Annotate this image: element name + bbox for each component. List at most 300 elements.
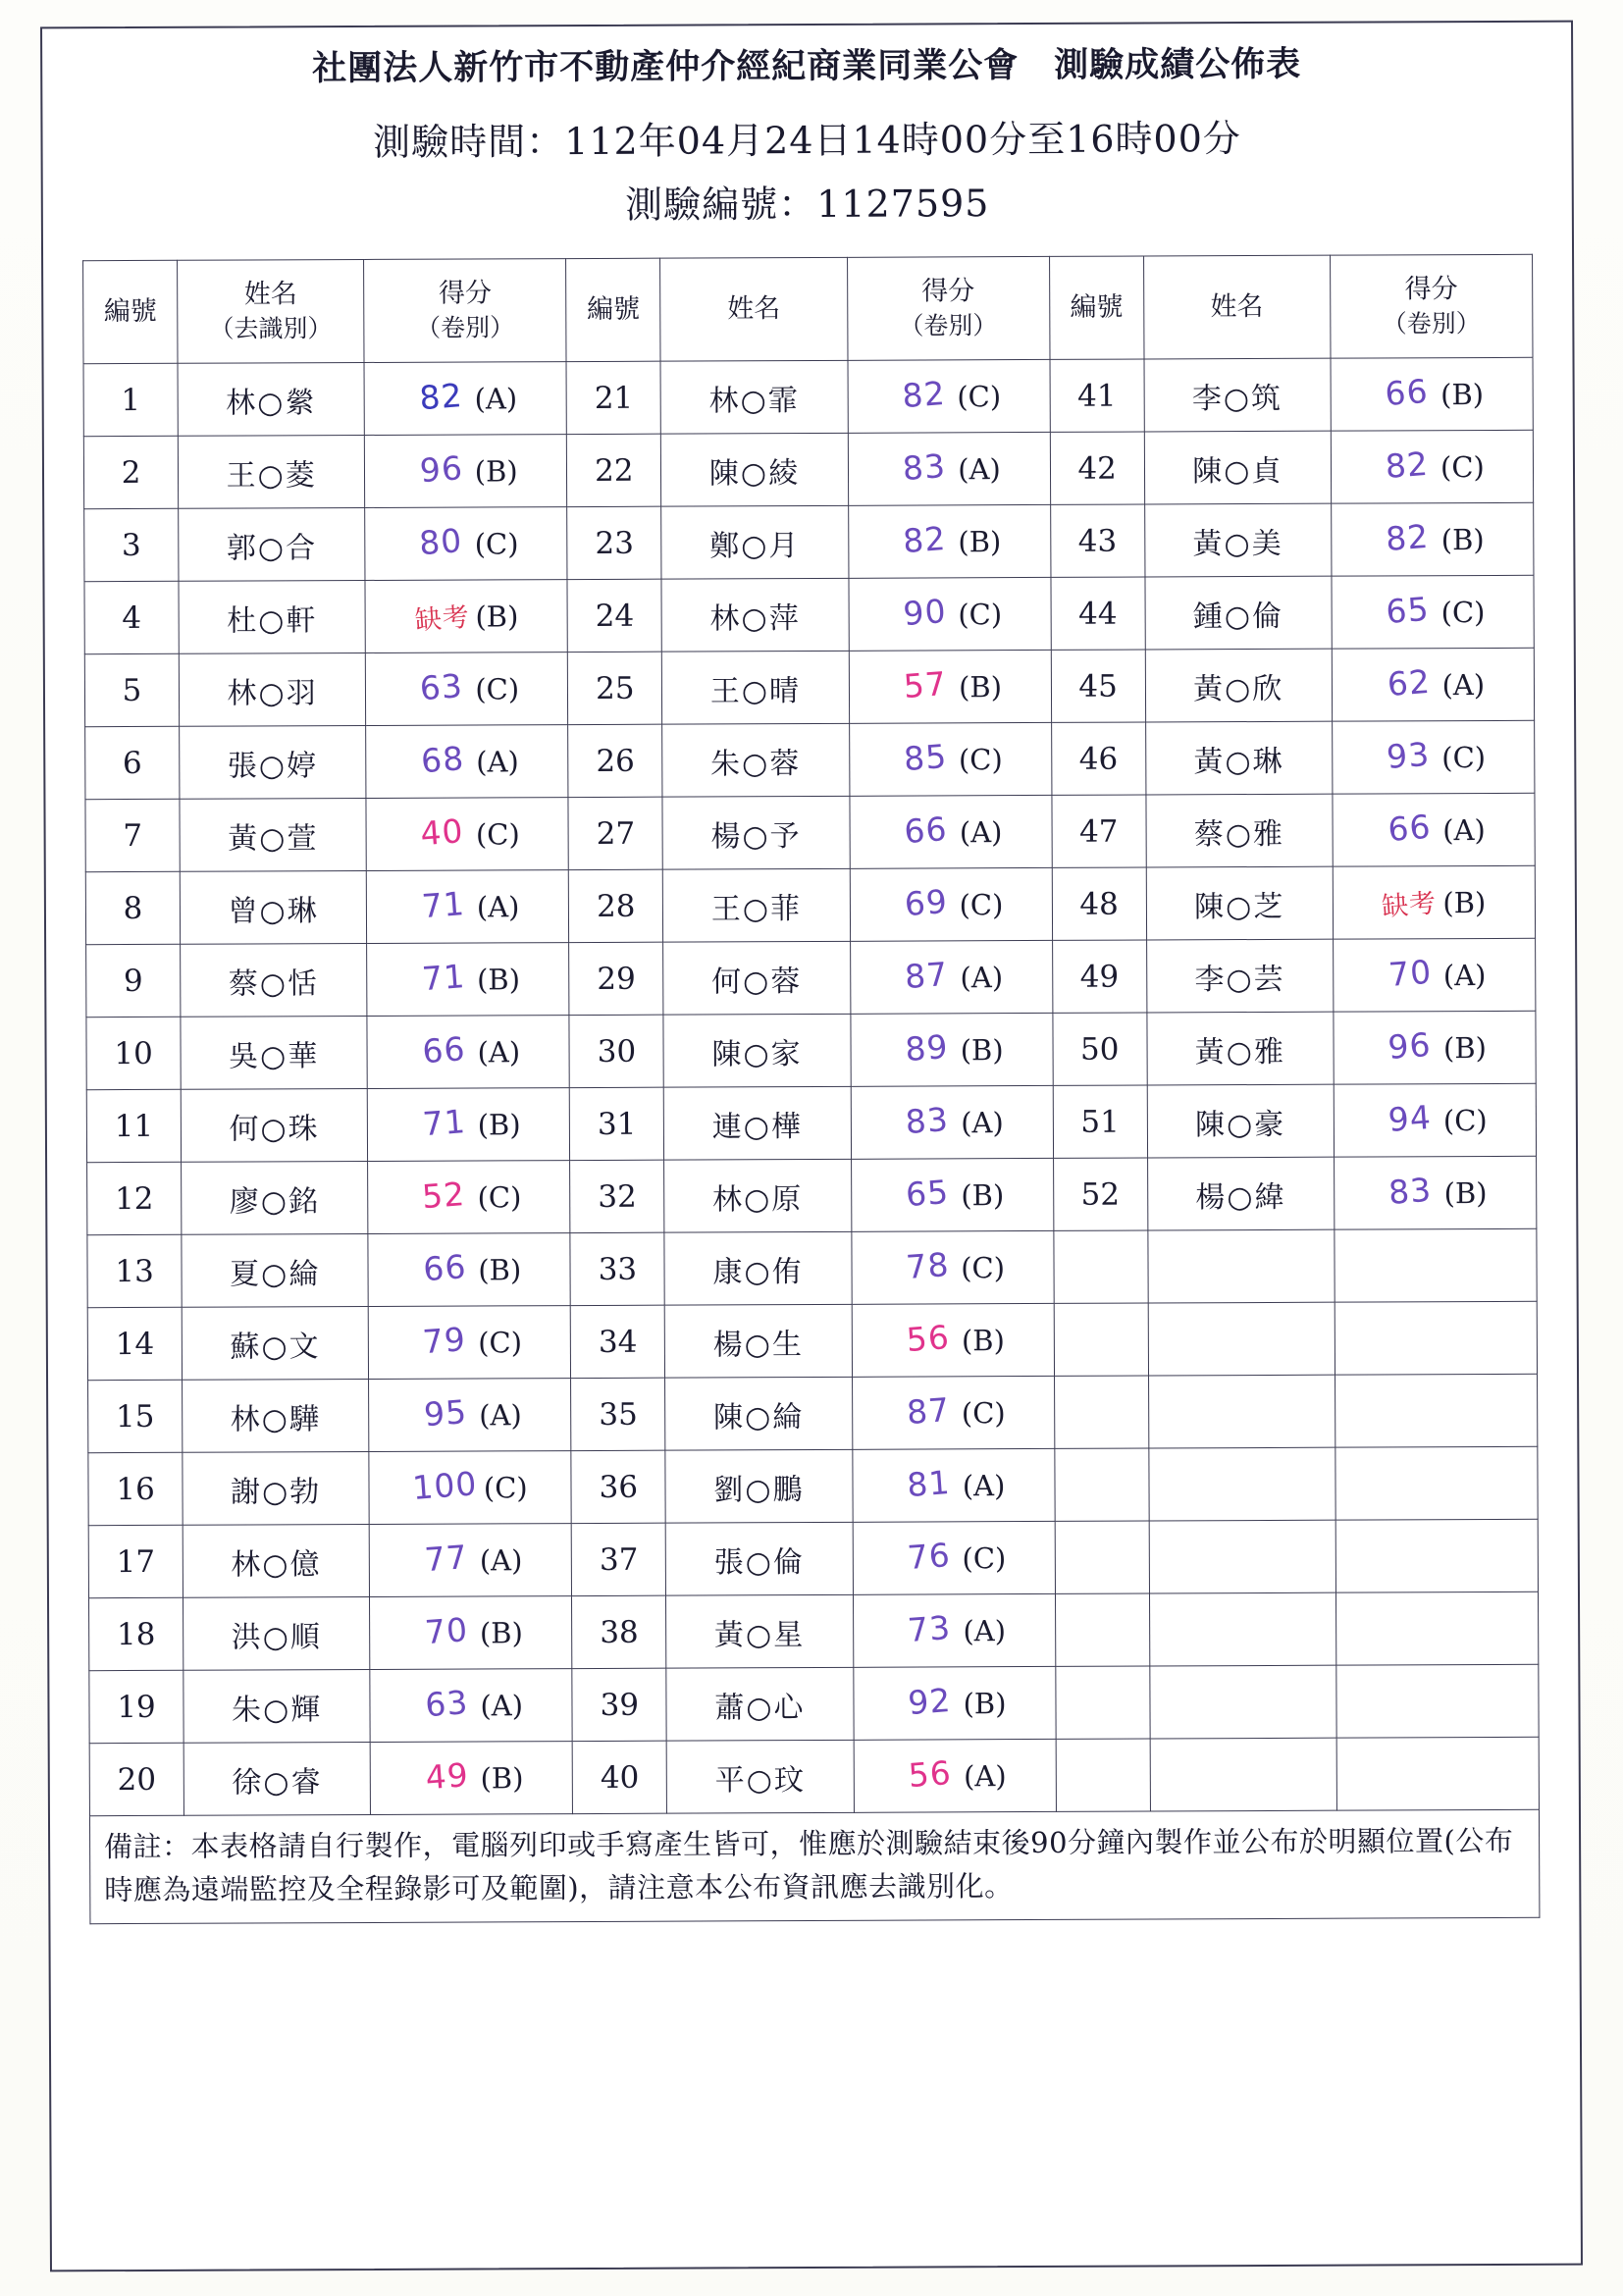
row-number: 16 — [88, 1452, 183, 1525]
row-number: 40 — [572, 1741, 666, 1813]
score-cell — [854, 1739, 1056, 1812]
candidate-name: 李○芸 — [1146, 939, 1333, 1013]
header-score-2 — [847, 256, 1050, 360]
header-score-line1: 得分 — [1404, 274, 1458, 305]
score-cell — [1332, 720, 1535, 794]
paper-version: (B) — [1442, 1030, 1488, 1065]
table-row — [85, 865, 1535, 944]
score-cell — [852, 1303, 1054, 1377]
candidate-name: 蘇○文 — [182, 1306, 368, 1380]
header-name-line1: 姓名 — [243, 279, 297, 310]
result-sheet — [40, 21, 1583, 2272]
handwritten-score: 49 — [424, 1755, 470, 1798]
row-number: 27 — [568, 797, 662, 869]
candidate-name: 張○倫 — [666, 1522, 853, 1595]
handwritten-score: 96 — [418, 448, 464, 491]
handwritten-score: 66 — [1384, 371, 1431, 413]
paper-version: (C) — [475, 671, 520, 705]
row-number: 5 — [84, 653, 179, 726]
score-cell — [368, 1161, 570, 1234]
handwritten-score: 79 — [421, 1320, 468, 1362]
paper-version: (B) — [480, 1760, 524, 1795]
paper-version: (B) — [1443, 1175, 1488, 1210]
table-row — [83, 357, 1533, 436]
header-name-line2: （去識別） — [209, 314, 333, 344]
candidate-name: 曾○琳 — [180, 870, 366, 944]
paper-version: (B) — [476, 962, 521, 996]
header-name-1 — [178, 259, 365, 363]
table-row — [85, 793, 1535, 871]
row-number: 37 — [571, 1523, 665, 1595]
grades-table — [82, 254, 1540, 1816]
handwritten-score: 87 — [903, 954, 950, 997]
row-number: 15 — [88, 1380, 183, 1452]
paper-version: (A) — [961, 1105, 1004, 1139]
score-cell — [1334, 1011, 1537, 1084]
handwritten-score: 65 — [904, 1172, 951, 1215]
row-number: 21 — [566, 361, 660, 434]
row-number: 8 — [85, 871, 180, 944]
paper-version: (B) — [475, 599, 519, 633]
row-number: 39 — [572, 1668, 666, 1741]
handwritten-score: 63 — [423, 1683, 470, 1725]
row-number: 19 — [89, 1670, 183, 1743]
row-number: 28 — [569, 869, 663, 942]
candidate-name: 黃○美 — [1144, 503, 1331, 577]
score-cell — [849, 650, 1051, 723]
handwritten-score: 63 — [418, 666, 465, 708]
score-cell — [366, 725, 568, 799]
row-number: 3 — [84, 508, 179, 581]
row-number: 35 — [571, 1378, 665, 1450]
exam-time: 測驗時間：112年04月24日14時00分至16時00分 — [373, 117, 1241, 164]
candidate-name: 黃○星 — [666, 1594, 853, 1668]
table-row — [87, 1156, 1537, 1234]
candidate-name: 劉○鵬 — [665, 1449, 852, 1523]
row-number: 49 — [1052, 940, 1146, 1013]
row-number: 29 — [569, 942, 663, 1015]
score-cell — [369, 1451, 571, 1525]
paper-version: (A) — [963, 1758, 1007, 1793]
empty-cell — [1149, 1520, 1335, 1593]
row-number: 36 — [571, 1450, 665, 1523]
candidate-name: 蕭○心 — [666, 1667, 853, 1741]
table-row — [86, 1011, 1536, 1089]
row-number: 22 — [567, 434, 661, 506]
empty-cell — [1336, 1664, 1540, 1738]
candidate-name: 陳○貞 — [1144, 431, 1331, 504]
candidate-name: 蔡○雅 — [1146, 794, 1333, 867]
paper-version: (C) — [1440, 595, 1486, 629]
handwritten-score: 80 — [418, 521, 464, 563]
table-row — [83, 430, 1533, 508]
row-number: 50 — [1053, 1013, 1147, 1085]
score-cell — [370, 1669, 572, 1743]
table-row — [89, 1664, 1539, 1743]
paper-version: (A) — [477, 1034, 521, 1069]
row-number: 32 — [570, 1160, 664, 1232]
paper-version: (C) — [483, 1470, 528, 1504]
candidate-name: 王○菱 — [178, 435, 364, 508]
handwritten-score: 90 — [901, 591, 948, 634]
row-number: 25 — [568, 652, 662, 724]
handwritten-score: 66 — [1386, 807, 1433, 849]
paper-version: (C) — [957, 379, 1002, 413]
row-number: 20 — [89, 1743, 183, 1815]
table-row — [84, 648, 1534, 726]
score-cell — [850, 867, 1052, 941]
candidate-name: 朱○蓉 — [662, 723, 849, 797]
paper-version: (B) — [961, 1323, 1005, 1357]
score-cell — [365, 652, 567, 726]
handwritten-score: 66 — [421, 1247, 468, 1289]
handwritten-score: 78 — [904, 1244, 951, 1287]
header-no-2: 編號 — [566, 258, 661, 361]
candidate-name: 王○菲 — [663, 868, 850, 942]
score-cell — [366, 798, 568, 871]
score-cell — [849, 722, 1051, 796]
candidate-name: 林○驊 — [183, 1379, 369, 1452]
candidate-name: 林○原 — [664, 1159, 851, 1232]
candidate-name: 平○玟 — [667, 1740, 854, 1813]
handwritten-score: 83 — [901, 445, 948, 489]
row-number: 47 — [1052, 795, 1146, 867]
empty-cell — [1056, 1739, 1150, 1811]
row-number: 52 — [1053, 1158, 1147, 1230]
paper-version: (C) — [959, 887, 1004, 921]
page-title: 社團法人新竹市不動產仲介經紀商業同業公會 測驗成績公佈表 — [312, 43, 1302, 89]
header-no-3: 編號 — [1049, 256, 1144, 359]
paper-version: (A) — [480, 1688, 524, 1722]
handwritten-score: 81 — [906, 1462, 953, 1505]
handwritten-score: 82 — [418, 376, 464, 418]
header-no-1: 編號 — [83, 260, 179, 363]
absent-mark: 缺考 — [1381, 888, 1439, 923]
header-score-line2: （卷別） — [416, 313, 515, 343]
paper-version: (A) — [1442, 812, 1486, 847]
table-row — [89, 1592, 1539, 1670]
score-cell — [1334, 1156, 1537, 1229]
candidate-name: 康○侑 — [664, 1231, 851, 1305]
table-row — [86, 938, 1536, 1017]
candidate-name: 夏○綸 — [182, 1233, 368, 1307]
empty-cell — [1054, 1448, 1148, 1521]
empty-cell — [1336, 1737, 1540, 1810]
paper-version: (C) — [958, 742, 1003, 776]
paper-version: (C) — [474, 526, 519, 560]
row-number: 4 — [84, 581, 179, 653]
paper-version: (C) — [475, 816, 520, 851]
candidate-name: 陳○芝 — [1146, 866, 1333, 940]
handwritten-score: 100 — [411, 1464, 480, 1508]
score-cell — [1331, 357, 1534, 431]
score-cell — [851, 1085, 1053, 1159]
candidate-name: 謝○勃 — [183, 1451, 369, 1525]
paper-version: (C) — [1442, 1103, 1488, 1137]
candidate-name: 朱○輝 — [183, 1669, 370, 1743]
row-number: 12 — [87, 1162, 182, 1234]
footer-note: 備註：本表格請自行製作，電腦列印或手寫產生皆可，惟應於測驗結束後90分鐘內製作並公布於明顯位置(公布時應為遠端監控及全程錄影可及範圍)，請注意本公布資訊應去識別化。 — [89, 1810, 1540, 1924]
row-number: 31 — [570, 1087, 664, 1160]
table-row — [87, 1228, 1537, 1307]
row-number: 7 — [85, 799, 180, 871]
candidate-name: 張○婷 — [180, 725, 366, 799]
row-number: 38 — [572, 1595, 666, 1668]
empty-cell — [1055, 1521, 1149, 1593]
handwritten-score: 70 — [423, 1610, 470, 1652]
score-cell — [366, 870, 568, 944]
paper-version: (A) — [959, 814, 1003, 849]
candidate-name: 楊○緯 — [1147, 1157, 1334, 1230]
candidate-name: 楊○生 — [665, 1304, 852, 1378]
paper-version: (A) — [962, 1468, 1006, 1502]
paper-version: (C) — [1440, 449, 1485, 484]
candidate-name: 林○縈 — [178, 362, 364, 436]
score-cell — [852, 1448, 1054, 1522]
candidate-name: 杜○軒 — [179, 580, 365, 653]
handwritten-score: 69 — [903, 881, 949, 924]
empty-cell — [1148, 1302, 1335, 1376]
header-name-3: 姓名 — [1143, 255, 1331, 359]
row-number: 42 — [1050, 432, 1144, 504]
table-row — [88, 1446, 1538, 1525]
score-cell — [851, 1230, 1053, 1304]
handwritten-score: 87 — [905, 1389, 952, 1433]
grades-body — [83, 357, 1539, 1815]
score-cell — [851, 1158, 1053, 1231]
paper-version: (A) — [474, 381, 518, 415]
handwritten-score: 66 — [420, 1029, 467, 1071]
score-cell — [368, 1233, 570, 1307]
handwritten-score: 68 — [419, 739, 466, 781]
handwritten-score: 71 — [420, 884, 467, 926]
score-cell — [365, 507, 567, 581]
empty-cell — [1335, 1374, 1538, 1447]
score-cell — [1332, 575, 1535, 649]
score-cell — [370, 1596, 572, 1670]
paper-version: (B) — [474, 453, 518, 488]
paper-version: (A) — [1442, 958, 1487, 992]
candidate-name: 徐○睿 — [183, 1742, 370, 1815]
score-cell — [1333, 938, 1536, 1012]
empty-cell — [1335, 1519, 1539, 1592]
row-number: 26 — [568, 724, 662, 797]
score-cell — [848, 504, 1050, 578]
handwritten-score: 77 — [423, 1538, 470, 1580]
paper-version: (C) — [962, 1540, 1007, 1575]
empty-cell — [1054, 1376, 1148, 1448]
handwritten-score: 56 — [907, 1752, 954, 1796]
paper-version: (A) — [479, 1397, 522, 1432]
score-cell — [370, 1742, 572, 1815]
paper-version: (C) — [1441, 740, 1487, 774]
handwritten-score: 82 — [1384, 444, 1431, 486]
row-number: 9 — [86, 944, 181, 1017]
candidate-name: 洪○順 — [183, 1596, 370, 1670]
handwritten-score: 71 — [421, 1102, 467, 1144]
header-name-2: 姓名 — [660, 257, 848, 361]
handwritten-score: 94 — [1387, 1097, 1434, 1139]
row-number: 23 — [567, 506, 661, 579]
row-number: 41 — [1050, 359, 1144, 432]
row-number: 13 — [87, 1234, 182, 1307]
table-row — [88, 1374, 1538, 1452]
score-cell — [1332, 648, 1535, 721]
score-cell — [853, 1666, 1055, 1740]
paper-version: (A) — [476, 889, 520, 923]
paper-version: (A) — [479, 1542, 523, 1577]
paper-version: (C) — [477, 1179, 522, 1214]
header-score-3 — [1330, 254, 1533, 358]
row-number: 30 — [569, 1015, 663, 1087]
score-cell — [853, 1593, 1055, 1667]
table-row — [84, 575, 1534, 653]
score-cell — [365, 580, 567, 653]
table-row — [88, 1519, 1538, 1597]
candidate-name: 林○霏 — [660, 360, 847, 434]
score-cell — [849, 795, 1051, 868]
candidate-name: 蔡○恬 — [181, 943, 367, 1017]
handwritten-score: 57 — [902, 663, 949, 706]
empty-cell — [1335, 1228, 1538, 1302]
candidate-name: 林○羽 — [179, 652, 365, 726]
table-row — [89, 1737, 1539, 1815]
row-number: 44 — [1051, 577, 1145, 650]
paper-version: (B) — [1440, 377, 1485, 411]
absent-mark: 缺考 — [413, 601, 471, 637]
paper-version: (B) — [1442, 885, 1487, 919]
score-cell — [848, 432, 1050, 505]
empty-cell — [1055, 1666, 1149, 1739]
table-row — [85, 720, 1535, 799]
paper-version: (C) — [961, 1395, 1006, 1430]
score-cell — [364, 362, 566, 436]
score-cell — [365, 435, 567, 508]
candidate-name: 林○萍 — [661, 578, 848, 652]
row-number: 2 — [83, 436, 178, 508]
score-cell — [1334, 1083, 1537, 1157]
empty-cell — [1335, 1446, 1539, 1520]
candidate-name: 廖○銘 — [182, 1161, 368, 1234]
paper-version: (A) — [960, 960, 1004, 994]
handwritten-score: 65 — [1385, 589, 1431, 631]
paper-version: (A) — [963, 1613, 1007, 1647]
score-cell — [369, 1379, 571, 1452]
row-number: 48 — [1052, 867, 1146, 940]
row-number: 34 — [571, 1305, 665, 1378]
handwritten-score: 92 — [907, 1680, 953, 1723]
candidate-name: 黃○萱 — [180, 798, 366, 871]
empty-cell — [1148, 1375, 1335, 1448]
table-row — [86, 1083, 1536, 1162]
candidate-name: 黃○雅 — [1147, 1012, 1334, 1085]
row-number: 51 — [1053, 1085, 1147, 1158]
table-row — [84, 502, 1534, 581]
paper-version: (B) — [958, 669, 1003, 704]
candidate-name: 林○億 — [183, 1524, 369, 1597]
row-number: 11 — [86, 1089, 181, 1162]
paper-version: (B) — [958, 524, 1002, 558]
row-number: 10 — [86, 1017, 181, 1089]
handwritten-score: 66 — [903, 809, 950, 852]
paper-version: (B) — [479, 1615, 523, 1649]
score-cell — [367, 1088, 569, 1162]
handwritten-score: 96 — [1387, 1024, 1434, 1067]
handwritten-score: 70 — [1387, 952, 1434, 994]
empty-cell — [1149, 1447, 1335, 1521]
candidate-name: 吳○華 — [181, 1016, 367, 1089]
candidate-name: 黃○琳 — [1145, 721, 1332, 795]
handwritten-score: 52 — [421, 1174, 467, 1217]
empty-cell — [1054, 1303, 1148, 1376]
empty-cell — [1335, 1592, 1539, 1665]
row-number: 17 — [88, 1525, 183, 1597]
empty-cell — [1335, 1301, 1538, 1375]
candidate-name: 何○蓉 — [663, 941, 850, 1015]
header-score-line2: （卷別） — [1382, 309, 1481, 339]
candidate-name: 楊○予 — [662, 796, 849, 869]
exam-number: 測驗編號：1127595 — [625, 182, 990, 227]
score-cell — [367, 943, 569, 1017]
row-number: 6 — [85, 726, 180, 799]
row-number: 14 — [87, 1307, 182, 1380]
paper-version: (B) — [963, 1686, 1007, 1720]
header-score-line2: （卷別） — [899, 311, 998, 340]
score-cell — [1331, 430, 1534, 503]
table-row — [87, 1301, 1537, 1380]
candidate-name: 陳○綾 — [661, 433, 848, 506]
paper-version: (A) — [1441, 667, 1486, 702]
score-cell — [848, 577, 1050, 651]
candidate-name: 連○樺 — [664, 1086, 851, 1160]
row-number: 33 — [570, 1232, 664, 1305]
empty-cell — [1055, 1593, 1149, 1666]
paper-version: (C) — [958, 597, 1003, 631]
handwritten-score: 56 — [905, 1317, 952, 1360]
score-cell — [848, 359, 1050, 433]
row-number: 45 — [1051, 650, 1145, 722]
candidate-name: 王○晴 — [662, 651, 849, 724]
candidate-name: 鍾○倫 — [1145, 576, 1332, 650]
paper-version: (A) — [476, 744, 519, 778]
paper-version: (C) — [961, 1250, 1006, 1284]
score-cell — [367, 1016, 569, 1089]
handwritten-score: 73 — [906, 1607, 953, 1650]
paper-version: (B) — [961, 1177, 1005, 1212]
handwritten-score: 82 — [900, 373, 947, 416]
handwritten-score: 83 — [904, 1099, 951, 1142]
paper-version: (C) — [478, 1325, 523, 1359]
score-cell — [850, 1013, 1052, 1086]
handwritten-score: 82 — [1385, 516, 1431, 558]
handwritten-score: 76 — [905, 1535, 952, 1578]
handwritten-score: 85 — [902, 736, 949, 779]
header-score-line1: 得分 — [438, 278, 493, 309]
score-cell — [368, 1306, 570, 1380]
empty-cell — [1149, 1592, 1335, 1666]
score-cell — [853, 1521, 1055, 1594]
candidate-name: 陳○綸 — [665, 1377, 852, 1450]
candidate-name: 何○珠 — [181, 1088, 367, 1162]
row-number: 1 — [83, 363, 178, 436]
table-header-row — [83, 254, 1533, 363]
paper-version: (B) — [960, 1032, 1004, 1067]
candidate-name: 鄭○月 — [661, 505, 848, 579]
empty-cell — [1148, 1229, 1335, 1303]
candidate-name: 陳○家 — [663, 1014, 850, 1087]
empty-cell — [1150, 1665, 1336, 1739]
empty-cell — [1150, 1738, 1336, 1811]
